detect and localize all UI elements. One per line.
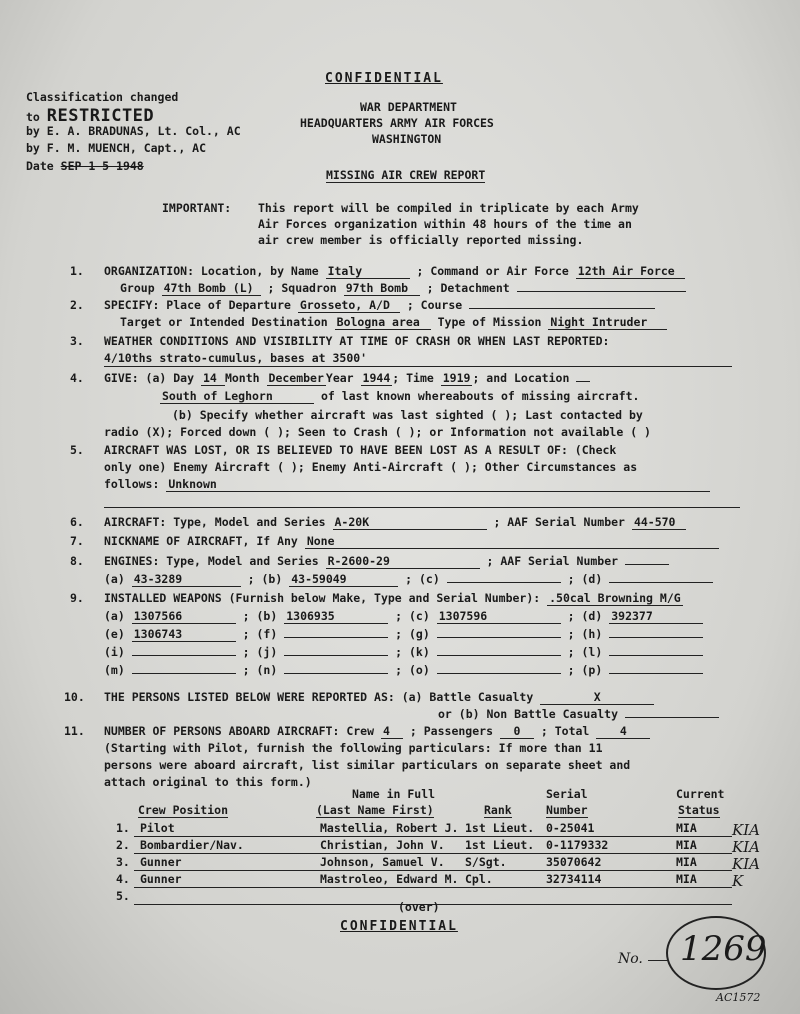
crew-name: Christian, John V. [320,838,445,852]
item-number: 5. [70,443,84,457]
weapons-row-1: (a) 1307566 ; (b) 1306935 ; (c) 1307596 ; (d) 392377 [104,611,703,624]
classification-line1: Classification changed [26,90,179,104]
engine-b-value: 43-59049 [289,574,398,587]
crew-position: Gunner [140,855,182,869]
dept-line1: WAR DEPARTMENT [360,100,457,114]
important-label: IMPORTANT: [162,201,232,215]
give-row: GIVE: (a) Day 14 Month December Year 1944 ; Time 1919 ; and Location [104,373,590,386]
header-status1: Current [676,787,725,801]
header-status2: Status [678,803,720,817]
weapons-row-2: (e) 1306743 ; (f) ; (g) ; (h) [104,629,703,642]
detachment-value [517,291,686,292]
mission-value: Night Intruder [548,317,667,330]
crew-row-line [134,836,732,837]
crew-name: Johnson, Samuel V. [320,855,445,869]
nonbattle-row: or (b) Non Battle Casualty [438,709,719,721]
last-location-row: South of Leghorn of last known whereabouts of missing aircraft. [162,389,640,403]
crew-serial: 35070642 [546,855,602,869]
crew-name: Mastroleo, Edward M. [320,872,459,886]
starting-line3: attach original to this form.) [104,775,312,789]
crew-rank: S/Sgt. [465,855,507,869]
restricted-stamp: RESTRICTED [46,106,155,126]
crew-n: 2. [116,838,130,852]
weapon-b-value: 1306935 [284,611,388,624]
crew-status: MIA [676,838,697,852]
crew-position: Gunner [140,872,182,886]
crew-row-line [134,887,732,888]
item-number: 2. [70,298,84,312]
item-number: 1. [70,264,84,278]
item-number: 10. [64,690,85,704]
weapon-d-value: 392377 [609,611,703,624]
engine-serials-row: (a) 43-3289 ; (b) 43-59049 ; (c) ; (d) [104,574,713,587]
crew-status: MIA [676,872,697,886]
important-line1: This report will be compiled in triplicate by each Army [258,201,639,215]
weapons-row-4: (m) ; (n) ; (o) ; (p) [104,665,703,677]
header-serial1: Serial [546,787,588,801]
course-value [469,308,655,309]
org-row: ORGANIZATION: Location, by Name Italy ; Command or Air Force 12th Air Force [104,266,685,279]
nickname-row: NICKNAME OF AIRCRAFT, If Any None [104,536,719,549]
number-row: NUMBER OF PERSONS ABOARD AIRCRAFT: Crew 4 ; Passengers 0 ; Total 4 [104,726,650,739]
starting-line2: persons were aboard aircraft, list similar particulars on separate sheet and [104,758,631,772]
command-value: 12th Air Force [576,266,685,279]
lost-line2: only one) Enemy Aircraft ( ); Enemy Anti-Aircraft ( ); Other Circumstances as [104,460,638,474]
aircraft-row: AIRCRAFT: Type, Model and Series A-20K ; AAF Serial Number 44-570 [104,517,686,530]
important-line2: Air Forces organization within 48 hours of the time an [258,217,632,231]
dept-line2: HEADQUARTERS ARMY AIR FORCES [300,116,494,130]
specify-row: SPECIFY: Place of Departure Grosseto, A/D ; Course [104,300,655,313]
squadron-value: 97th Bomb [344,283,420,296]
weapons-type-value: .50cal Browning M/G [549,591,681,605]
report-title: MISSING AIR CREW REPORT [326,168,486,182]
crew-position: Bombardier/Nav. [140,838,244,852]
aircraft-value: A-20K [333,517,487,530]
crew-n: 1. [116,821,130,835]
weapons-row: INSTALLED WEAPONS (Furnish below Make, Type and Serial Number): .50cal Browning M/G [104,591,681,605]
day-value: 14 [201,373,225,386]
crew-rank: Cpl. [465,872,493,886]
engines-row: ENGINES: Type, Model and Series R-2600-29 ; AAF Serial Number [104,556,669,569]
crew-rank: 1st Lieut. [465,821,535,835]
nickname-value: None [305,536,719,549]
item-number: 6. [70,515,84,529]
crew-status: MIA [676,821,697,835]
lost-line1: AIRCRAFT WAS LOST, OR IS BELIEVED TO HAVE BEEN LOST AS A RESULT OF: (Check [104,443,617,457]
group-value: 47th Bomb (L) [162,283,261,296]
confidential-bottom: CONFIDENTIAL [340,919,458,934]
weather-value: 4/10ths strato-cumulus, bases at 3500' [104,351,368,365]
weapons-row-3: (i) ; (j) ; (k) ; (l) [104,647,703,659]
classification-by1: by E. A. BRADUNAS, Lt. Col., AC [26,124,241,138]
total-value: 4 [596,726,650,739]
classification-date: Date SEP 1 5 1948 [26,159,144,173]
important-line3: air crew member is officially reported missing. [258,233,584,247]
dept-line3: WASHINGTON [372,132,442,146]
crew-mark: K [732,872,744,890]
item-number: 9. [70,591,84,605]
group-row: Group 47th Bomb (L) ; Squadron 97th Bomb ; Detachment [120,283,686,296]
engine-a-value: 43-3289 [132,574,241,587]
specify-b-line2: radio (X); Forced down ( ); Seen to Crash ( ); or Information not available ( ) [104,425,651,439]
crew-n: 3. [116,855,130,869]
serial-value: 44-570 [632,517,686,530]
crew-serial: 0-1179332 [546,838,609,852]
engines-value: R-2600-29 [326,556,480,569]
target-row: Target or Intended Destination Bologna area Type of Mission Night Intruder [120,317,667,330]
confidential-top: CONFIDENTIAL [325,71,443,86]
item-number: 4. [70,371,84,385]
crew-row-line [134,853,732,854]
crew-n: 5. [116,889,130,903]
classification-by2: by F. M. MUENCH, Capt., AC [26,141,207,155]
time-value: 1919 [442,371,471,385]
follows-value: Unknown [166,479,710,492]
crew-name: Mastellia, Robert J. [320,821,459,835]
item-number: 8. [70,554,84,568]
header-position: Crew Position [138,803,229,817]
header-name1: Name in Full [352,787,436,801]
crew-serial: 0-25041 [546,821,595,835]
target-value: Bologna area [335,317,431,330]
crew-row-line [134,870,732,871]
starting-line1: (Starting with Pilot, furnish the following particulars: If more than 11 [104,741,603,755]
crew-serial: 32734114 [546,872,602,886]
crew-position: Pilot [140,821,175,835]
passengers-value: 0 [500,726,534,739]
weather-label: WEATHER CONDITIONS AND VISIBILITY AT TIME OF CRASH OR WHEN LAST REPORTED: [104,334,610,348]
weapon-e-value: 1306743 [132,629,236,642]
location-value: Italy [326,266,410,279]
crew-mark: KIA [732,838,760,856]
header-rank: Rank [484,803,512,817]
reference-number: AC1572 [716,991,761,1004]
crew-value: 4 [381,726,403,739]
crew-n: 4. [116,872,130,886]
crew-status: MIA [676,855,697,869]
document-number: 1269 [680,929,767,969]
weapon-c-value: 1307596 [437,611,561,624]
battle-casualty-value: X [540,692,654,705]
crew-mark: KIA [732,855,760,873]
over-note: (over) [398,900,440,914]
header-serial2: Number [546,803,588,817]
persons-row: THE PERSONS LISTED BELOW WERE REPORTED AS: (a) Battle Casualty X [104,692,654,705]
departure-value: Grosseto, A/D [298,300,400,313]
weapon-a-value: 1307566 [132,611,236,624]
last-location-value: South of Leghorn [160,391,314,404]
header-name2: (Last Name First) [316,803,434,817]
crew-mark: KIA [732,821,760,839]
item-number: 7. [70,534,84,548]
crew-rank: 1st Lieut. [465,838,535,852]
classification-to: to RESTRICTED [26,106,155,126]
specify-b-line1: (b) Specify whether aircraft was last sighted ( ); Last contacted by [172,408,643,422]
year-value: 1944 [362,371,391,385]
number-label: No. [618,951,643,967]
month-value: December [268,371,324,385]
item-number: 11. [64,724,85,738]
item-number: 3. [70,334,84,348]
follows-row: follows: Unknown [104,479,710,492]
